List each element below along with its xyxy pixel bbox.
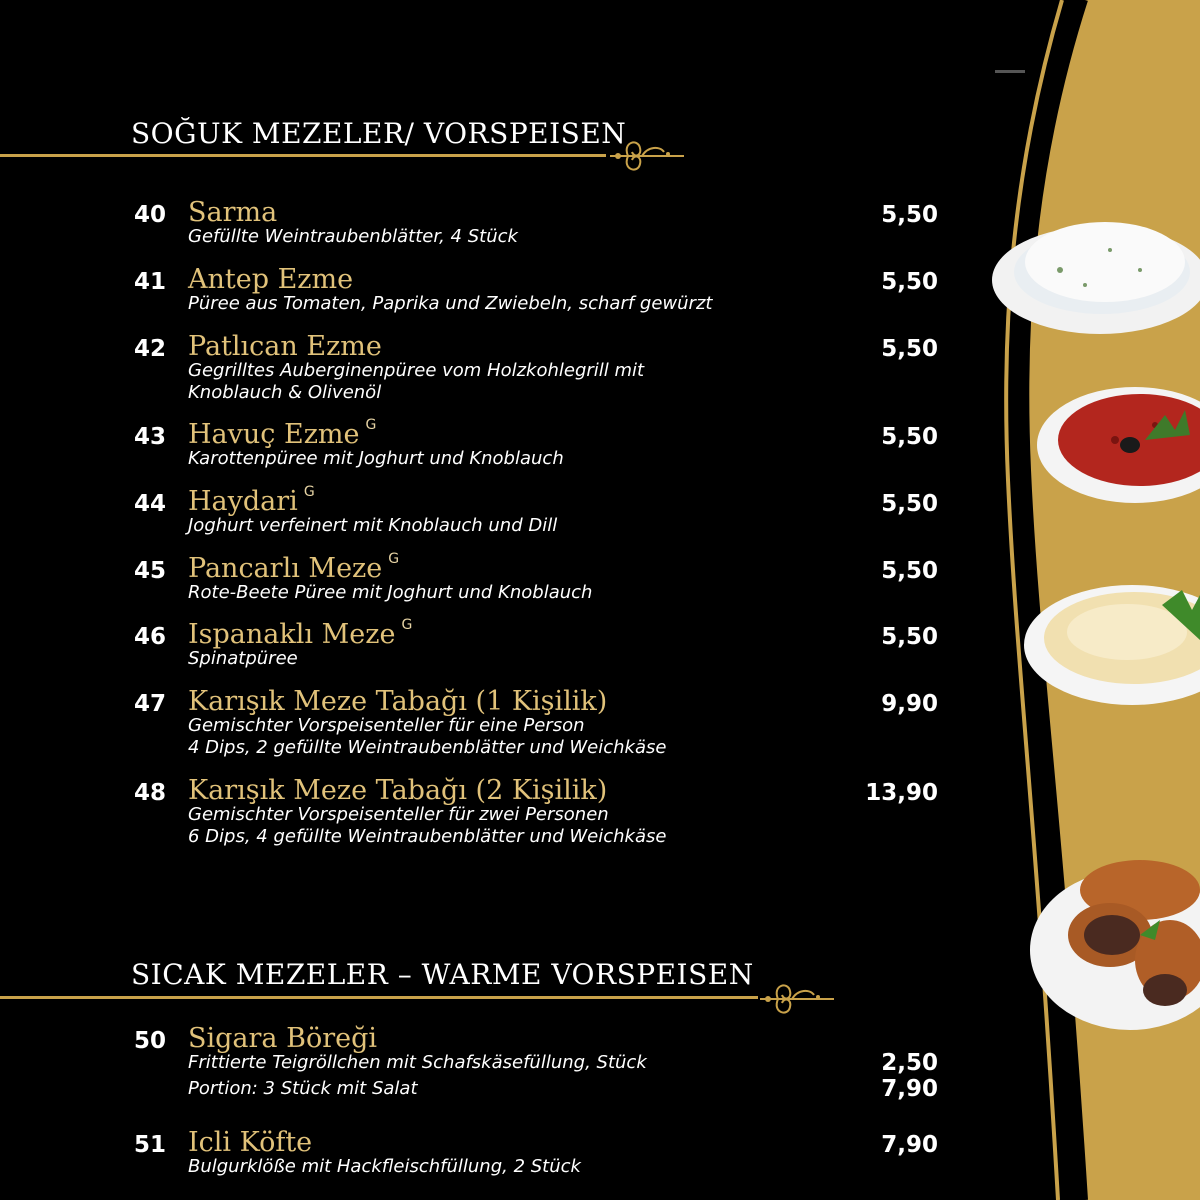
item-description bbox=[188, 715, 666, 759]
item-description bbox=[188, 648, 298, 670]
item-name bbox=[188, 1127, 312, 1158]
item-number: 47 bbox=[134, 691, 167, 717]
item-name bbox=[188, 553, 399, 584]
item-price bbox=[881, 558, 938, 584]
item-description bbox=[188, 582, 592, 604]
item-description-line: Portion: 3 Stück mit Salat bbox=[188, 1078, 418, 1099]
item-name-text: Sarma bbox=[188, 197, 278, 228]
section-title-cold: SOĞUK MEZELER/ VORSPEISEN bbox=[131, 117, 627, 150]
item-name bbox=[188, 419, 376, 450]
icli-kofte-plate bbox=[1030, 840, 1200, 1030]
item-description-line: Spinatpüree bbox=[188, 648, 298, 669]
hummus-plate bbox=[1022, 560, 1200, 710]
item-number: 41 bbox=[134, 269, 167, 295]
item-description-line: Karottenpüree mit Joghurt und Knoblauch bbox=[188, 448, 564, 469]
item-number: 51 bbox=[134, 1132, 167, 1158]
item-price-value: 5,50 bbox=[881, 491, 938, 517]
item-price-value: 13,90 bbox=[865, 780, 938, 806]
dietary-tag: G bbox=[401, 617, 413, 633]
item-description-line: Gefüllte Weintraubenblätter, 4 Stück bbox=[188, 226, 518, 247]
item-name-text: Ispanaklı Meze bbox=[188, 619, 396, 650]
ezme-plate bbox=[1035, 370, 1200, 510]
item-price-value: 7,90 bbox=[881, 1132, 938, 1158]
flourish-ornament-icon bbox=[758, 975, 836, 1021]
item-name-text: Sigara Böreği bbox=[188, 1023, 377, 1054]
dietary-tag: G bbox=[303, 484, 315, 500]
item-name bbox=[188, 619, 412, 650]
item-description bbox=[188, 293, 712, 315]
section-title-warm: SICAK MEZELER – WARME VORSPEISEN bbox=[131, 958, 754, 991]
section-rule-cold bbox=[0, 154, 606, 157]
item-name bbox=[188, 331, 382, 362]
item-name-text: Karışık Meze Tabağı (2 Kişilik) bbox=[188, 775, 608, 806]
item-description bbox=[188, 1156, 581, 1178]
item-number: 45 bbox=[134, 558, 167, 584]
item-description-line: Knoblauch & Olivenöl bbox=[188, 382, 382, 403]
item-number: 44 bbox=[134, 491, 167, 517]
section-rule-warm bbox=[0, 996, 758, 999]
item-name bbox=[188, 775, 607, 806]
item-description-line: Püree aus Tomaten, Paprika und Zwiebeln, scharf gewürzt bbox=[188, 293, 713, 314]
item-name-text: Karışık Meze Tabağı (1 Kişilik) bbox=[188, 686, 608, 717]
item-name-text: Patlıcan Ezme bbox=[188, 331, 382, 362]
item-price bbox=[865, 780, 938, 806]
item-description-line: Rote-Beete Püree mit Joghurt und Knoblauch bbox=[188, 582, 593, 603]
item-name-text: Antep Ezme bbox=[188, 264, 354, 295]
item-price-value: 5,50 bbox=[881, 269, 938, 295]
item-number: 46 bbox=[134, 624, 167, 650]
item-number: 50 bbox=[134, 1028, 167, 1054]
item-price bbox=[881, 269, 938, 295]
item-description bbox=[188, 804, 666, 848]
item-price-value: 7,90 bbox=[881, 1076, 938, 1102]
item-price bbox=[881, 624, 938, 650]
item-description-line: Gemischter Vorspeisenteller für zwei Personen bbox=[188, 804, 609, 825]
item-name bbox=[188, 686, 607, 717]
item-description-line: Joghurt verfeinert mit Knoblauch und Dill bbox=[188, 515, 558, 536]
item-number: 40 bbox=[134, 202, 167, 228]
item-description bbox=[188, 1052, 647, 1100]
item-price-value: 5,50 bbox=[881, 558, 938, 584]
item-description-line: 6 Dips, 4 gefüllte Weintraubenblätter und Weichkäse bbox=[188, 826, 667, 847]
item-price-value: 9,90 bbox=[881, 691, 938, 717]
item-price-value: 5,50 bbox=[881, 336, 938, 362]
item-price bbox=[881, 424, 938, 450]
item-description-line: 4 Dips, 2 gefüllte Weintraubenblätter und Weichkäse bbox=[188, 737, 667, 758]
item-name-text: Icli Köfte bbox=[188, 1127, 313, 1158]
dietary-tag: G bbox=[388, 551, 400, 567]
item-description-line: Bulgurklöße mit Hackfleischfüllung, 2 Stück bbox=[188, 1156, 581, 1177]
item-name-text: Haydari bbox=[188, 486, 298, 517]
item-description-line: Frittierte Teigröllchen mit Schafskäsefüllung, Stück bbox=[188, 1052, 647, 1073]
item-price-value: 2,50 bbox=[881, 1050, 938, 1076]
item-number: 43 bbox=[134, 424, 167, 450]
item-description-line: Gemischter Vorspeisenteller für eine Person bbox=[188, 715, 585, 736]
item-price bbox=[881, 336, 938, 362]
item-price bbox=[881, 491, 938, 517]
item-name bbox=[188, 486, 315, 517]
item-name bbox=[188, 197, 277, 228]
item-number: 48 bbox=[134, 780, 167, 806]
item-description bbox=[188, 226, 518, 248]
dietary-tag: G bbox=[365, 417, 377, 433]
item-name bbox=[188, 1023, 377, 1054]
item-description bbox=[188, 360, 644, 404]
yogurt-dip-plate bbox=[990, 200, 1200, 340]
item-price-value: 5,50 bbox=[881, 424, 938, 450]
item-name-text: Havuç Ezme bbox=[188, 419, 360, 450]
item-description bbox=[188, 448, 564, 470]
item-description bbox=[188, 515, 557, 537]
item-name-text: Pancarlı Meze bbox=[188, 553, 383, 584]
item-price bbox=[881, 1050, 938, 1102]
item-price-value: 5,50 bbox=[881, 202, 938, 228]
item-description-line: Gegrilltes Auberginenpüree vom Holzkohlegrill mit bbox=[188, 360, 645, 381]
flourish-ornament-icon bbox=[608, 132, 686, 178]
item-price bbox=[881, 202, 938, 228]
item-price-value: 5,50 bbox=[881, 624, 938, 650]
item-price bbox=[881, 691, 938, 717]
item-name bbox=[188, 264, 353, 295]
item-number: 42 bbox=[134, 336, 167, 362]
item-price bbox=[881, 1132, 938, 1158]
